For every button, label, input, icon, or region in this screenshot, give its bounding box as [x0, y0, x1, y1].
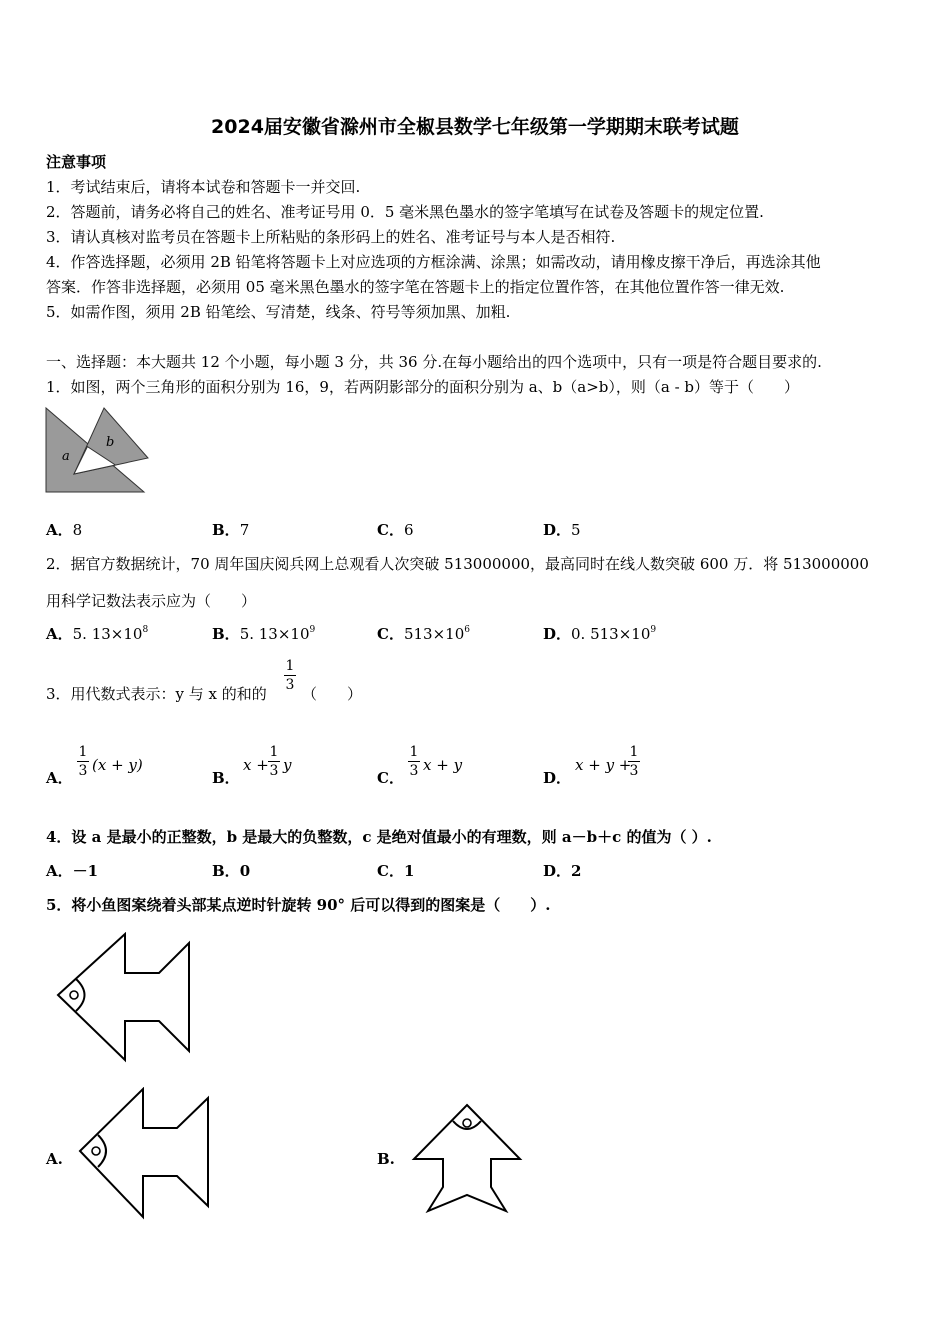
option-c-fraction: 1 3 — [409, 744, 419, 779]
option-a-fraction: 1 3 — [78, 744, 88, 779]
option-d[interactable]: D．0. $513\times 10^9$ — [543, 625, 657, 643]
section-heading: 一、选择题：本大题共 12 个小题，每小题 3 分，共 36 分.在每小题给出的四个选项中，只有一项是符合题目要求的. — [46, 353, 822, 371]
option-d[interactable]: D．2 — [543, 862, 582, 880]
option-c[interactable]: C．6 — [377, 521, 414, 539]
option-d-fraction: 1 3 — [629, 744, 639, 779]
fraction-one-third: 1 3 — [285, 658, 295, 693]
option-c[interactable]: C．1 — [377, 862, 415, 880]
fish-figure-original — [56, 932, 196, 1064]
question-2-stem: 2．据官方数据统计，70 周年国庆阅兵网上总观看人次突破 513000000，最高同时在线人数突破 600 万．将 513000000 — [46, 555, 869, 573]
notice-item: 5．如需作图，须用 2B 铅笔绘、写清楚，线条、符号等须加黑、加粗. — [46, 303, 511, 321]
notice-item: 答案．作答非选择题，必须用 05 毫米黑色墨水的签字笔在答题卡上的指定位置作答，在其他位置作答一律无效. — [46, 278, 785, 296]
option-b-fraction: 1 3 — [269, 744, 279, 779]
option-c-expression: x + y — [423, 756, 463, 774]
label-b: b — [106, 435, 115, 450]
option-d[interactable]: D．5 — [543, 521, 581, 539]
fish-option-a — [78, 1087, 214, 1221]
option-a-expression: (x + y) — [92, 756, 143, 774]
notice-item: 2．答题前，请务必将自己的姓名、准考证号用 0．5 毫米黑色墨水的签字笔填写在试卷及答题卡的规定位置. — [46, 203, 764, 221]
question-2-stem-cont: 用科学记数法表示应为（ ） — [46, 592, 257, 610]
option-b-variable: y — [283, 756, 292, 774]
notice-item: 1．考试结束后，请将本试卷和答题卡一并交回. — [46, 178, 361, 196]
option-b[interactable]: B．7 — [212, 521, 250, 539]
option-a[interactable]: A. — [46, 1150, 63, 1168]
label-a: a — [62, 449, 70, 464]
option-a[interactable]: A． — [46, 769, 73, 787]
question-3-stem-end: （ ） — [302, 685, 363, 703]
option-a[interactable]: A．8 — [46, 521, 83, 539]
option-c[interactable]: C． — [377, 769, 404, 787]
question-3-stem: 3．用代数式表示：y 与 x 的和的 — [46, 685, 267, 703]
question-1-stem: 1．如图，两个三角形的面积分别为 16，9，若两阴影部分的面积分别为 a、b（a>b），则（a - b）等于（ ） — [46, 378, 800, 396]
option-b[interactable]: B． — [212, 769, 240, 787]
option-c[interactable]: C．$513\times 10^6$ — [377, 625, 470, 643]
option-a[interactable]: A．－1 — [46, 862, 99, 880]
option-d[interactable]: D． — [543, 769, 572, 787]
option-a[interactable]: A．5. $13\times 10^8$ — [46, 625, 149, 643]
triangles-figure — [44, 404, 154, 496]
question-5-stem: 5．将小鱼图案绕着头部某点逆时针旋转 90° 后可以得到的图案是（ ）. — [46, 896, 551, 914]
fish-option-b — [410, 1103, 524, 1215]
notice-item: 3．请认真核对监考员在答题卡上所粘贴的条形码上的姓名、准考证号与本人是否相符. — [46, 228, 616, 246]
page-title: 2024届安徽省滁州市全椒县数学七年级第一学期期末联考试题 — [211, 116, 739, 138]
option-b[interactable]: B．0 — [212, 862, 251, 880]
option-b-expression: x + — [243, 756, 269, 774]
option-b[interactable]: B. — [377, 1150, 395, 1168]
option-d-expression: x + y + — [575, 756, 632, 774]
question-4-stem: 4．设 a 是最小的正整数，b 是最大的负整数，c 是绝对值最小的有理数，则 a－b＋c 的值为（ ）. — [46, 828, 712, 846]
notice-item: 4．作答选择题，必须用 2B 铅笔将答题卡上对应选项的方框涂满、涂黑；如需改动，请用橡皮擦干净后，再选涂其他 — [46, 253, 821, 271]
notice-heading: 注意事项 — [46, 153, 107, 171]
option-b[interactable]: B．5. $13\times 10^9$ — [212, 625, 316, 643]
